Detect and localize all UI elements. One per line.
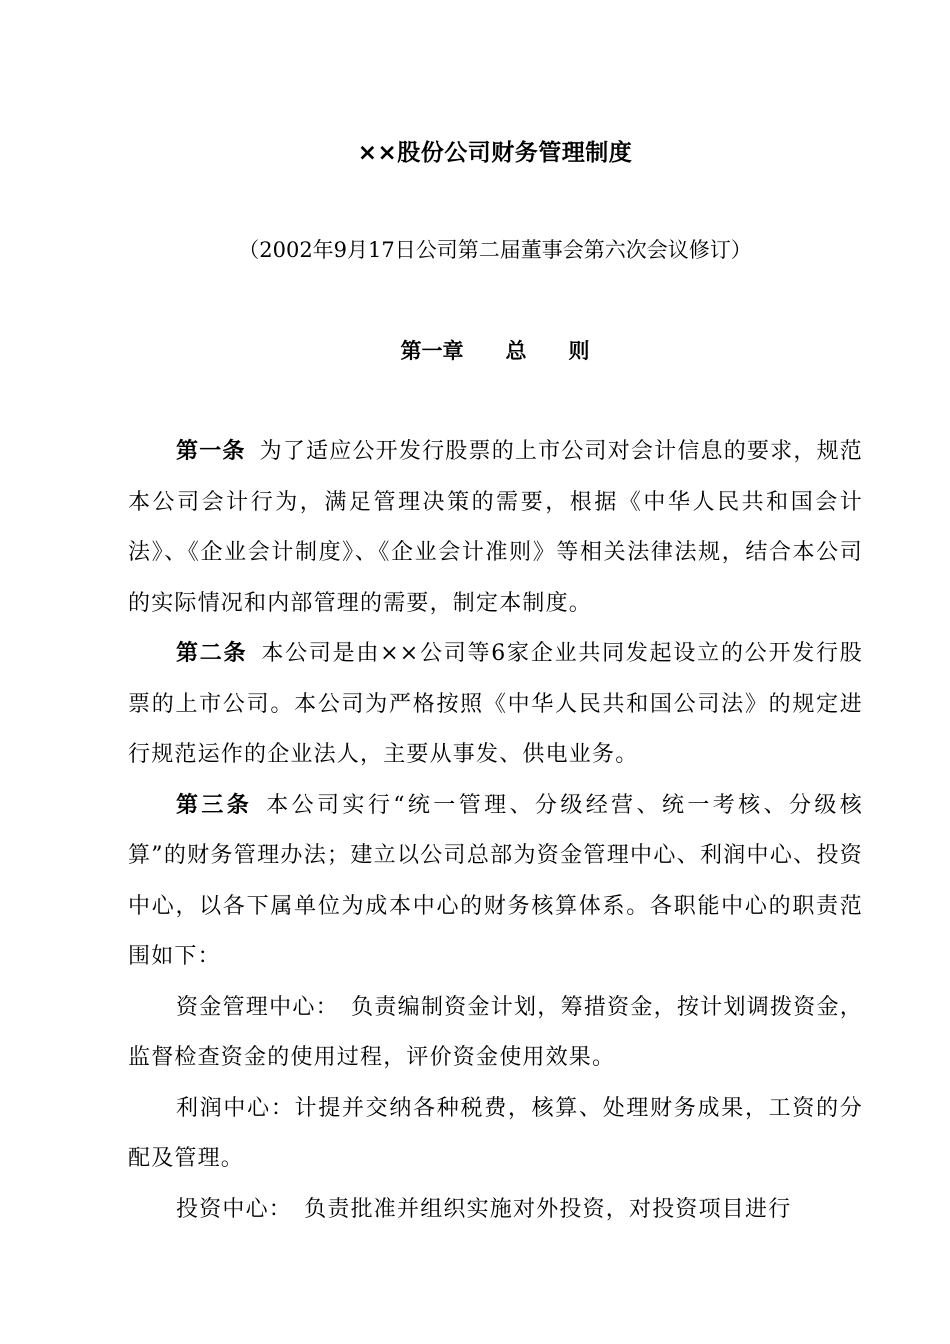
document-title: ××股份公司财务管理制度 — [357, 140, 633, 166]
article-paragraph-2 — [128, 629, 863, 781]
article-paragraph-1 — [128, 427, 863, 629]
center-paragraph-funds — [128, 983, 863, 1084]
center-text: 投资中心： 负责批准并组织实施对外投资，对投资项目进行 — [176, 1196, 792, 1222]
document-subtitle: （2002年9月17日公司第二届董事会第六次会议修订） — [238, 238, 752, 262]
article-text: 为了适应公开发行股票的上市公司对会计信息的要求，规范本公司会计行为，满足管理决策的需要，根据《中华人民共和国会计法》、《企业会计制度》、《企业会计准则》等相关法律法规，结合本公司的实际情况和内部管理的需要，制定本制度。 — [128, 439, 863, 616]
article-number: 第三条 — [176, 792, 253, 818]
article-paragraph-3 — [128, 781, 863, 983]
center-paragraph-investment — [128, 1185, 863, 1236]
center-paragraph-profit — [128, 1084, 863, 1185]
article-text: 本公司实行“统一管理、分级经营、统一考核、分级核算”的财务管理办法；建立以公司总部为资金管理中心、利润中心、投资中心，以各下属单位为成本中心的财务核算体系。各职能中心的职责范围如下： — [128, 792, 863, 969]
document-body — [128, 427, 863, 1235]
article-number: 第二条 — [176, 641, 248, 666]
center-text: 资金管理中心： 负责编制资金计划，筹措资金，按计划调拨资金，监督检查资金的使用过程，评价资金使用效果。 — [128, 994, 863, 1070]
article-number: 第一条 — [176, 439, 246, 464]
center-text: 利润中心：计提并交纳各种税费，核算、处理财务成果，工资的分配及管理。 — [128, 1095, 863, 1171]
chapter-heading: 第一章 总 则 — [400, 339, 590, 363]
article-text: 本公司是由××公司等6家企业共同发起设立的公开发行股票的上市公司。本公司为严格按照《中华人民共和国公司法》的规定进行规范运作的企业法人，主要从事发、供电业务。 — [128, 641, 863, 767]
